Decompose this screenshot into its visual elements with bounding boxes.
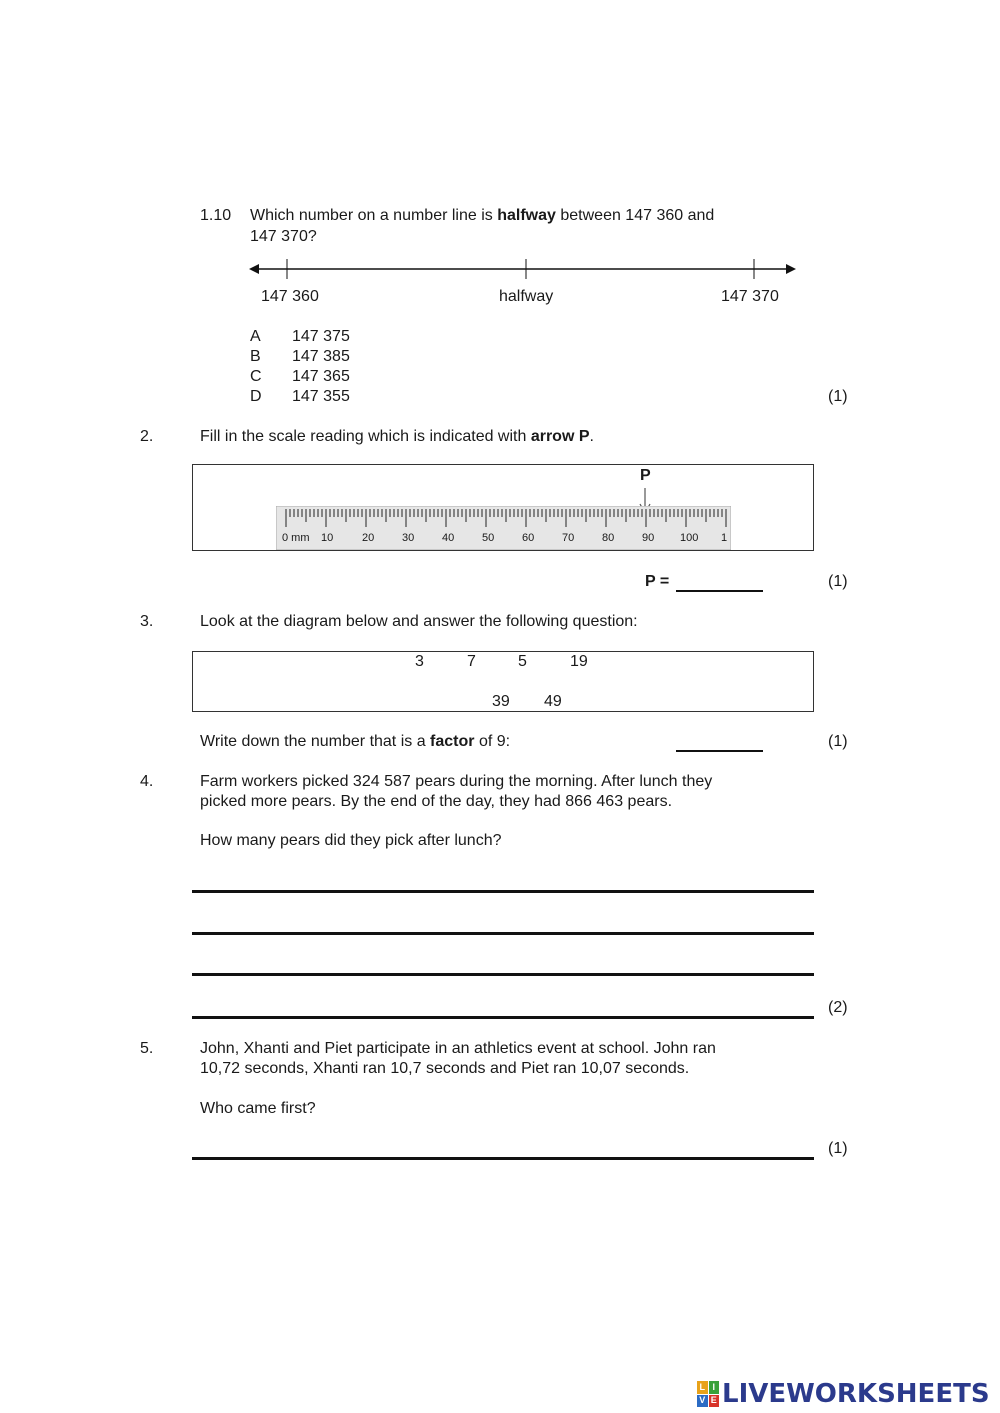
- number-5: 5: [518, 653, 527, 670]
- ruler-label-40: 40: [442, 532, 455, 544]
- q4-question: How many pears did they pick after lunch?: [200, 832, 502, 849]
- q5-answer-line[interactable]: [192, 1157, 814, 1160]
- factor-answer-field[interactable]: [676, 750, 763, 752]
- number-3: 3: [415, 653, 424, 670]
- option-b-value: 147 385: [292, 348, 350, 365]
- q4-answer-line-3[interactable]: [192, 973, 814, 976]
- q5-line1: John, Xhanti and Piet participate in an athletics event at school. John ran: [200, 1040, 716, 1057]
- number-line-left-label: 147 360: [261, 288, 319, 305]
- q3-marks: (1): [828, 733, 848, 750]
- p-answer-field[interactable]: [676, 590, 763, 592]
- q5-line2: 10,72 seconds, Xhanti ran 10,7 seconds and Piet ran 10,07 seconds.: [200, 1060, 690, 1077]
- q1-10-prompt-line2: 147 370?: [250, 228, 317, 245]
- logo-badge-icon: L I V E: [697, 1381, 719, 1407]
- q5-number: 5.: [140, 1040, 154, 1057]
- option-a-letter: A: [250, 328, 261, 345]
- ruler-label-0: 0 mm: [282, 532, 310, 544]
- number-line: [245, 255, 805, 285]
- q2-number: 2.: [140, 428, 154, 445]
- ruler-label-100: 100: [680, 532, 699, 544]
- ruler-label-30: 30: [402, 532, 415, 544]
- arrow-p-label: P: [640, 467, 651, 484]
- number-line-right-label: 147 370: [721, 288, 779, 305]
- liveworksheets-logo[interactable]: [697, 1378, 990, 1410]
- ruler-label-70: 70: [562, 532, 575, 544]
- number-39: 39: [492, 693, 510, 710]
- q4-line1: Farm workers picked 324 587 pears during the morning. After lunch they: [200, 773, 713, 790]
- ruler-label-90: 90: [642, 532, 655, 544]
- logo-text: LIVEWORKSHEETS: [722, 1379, 990, 1409]
- number-line-middle-label: halfway: [499, 288, 554, 305]
- q4-number: 4.: [140, 773, 154, 790]
- q4-answer-line-2[interactable]: [192, 932, 814, 935]
- left-arrow-icon: [249, 264, 259, 274]
- q4-line2: picked more pears. By the end of the day, they had 866 463 pears.: [200, 793, 673, 810]
- option-c-value: 147 365: [292, 368, 350, 385]
- option-d-letter: D: [250, 388, 262, 405]
- p-answer-label: P =: [645, 573, 670, 590]
- number-49: 49: [544, 693, 562, 710]
- option-b-letter: B: [250, 348, 261, 365]
- ruler-label-80: 80: [602, 532, 615, 544]
- option-c-letter: C: [250, 368, 262, 385]
- option-a-value: 147 375: [292, 328, 350, 345]
- q1-10-number: 1.10: [200, 207, 232, 224]
- q1-10-prompt: Which number on a number line is halfway between 147 360 and: [250, 207, 715, 224]
- q1-10-marks: (1): [828, 388, 848, 405]
- q5-question: Who came first?: [200, 1100, 316, 1117]
- right-arrow-icon: [786, 264, 796, 274]
- ruler-label-50: 50: [482, 532, 495, 544]
- ruler-label-20: 20: [362, 532, 375, 544]
- q3-instruction: Write down the number that is a factor of 9:: [200, 733, 511, 750]
- q5-marks: (1): [828, 1140, 848, 1157]
- option-d-value: 147 355: [292, 388, 350, 405]
- q2-prompt: Fill in the scale reading which is indicated with arrow P.: [200, 428, 594, 445]
- q4-marks: (2): [828, 999, 848, 1016]
- ruler-label-end: 1: [721, 532, 728, 544]
- ruler-label-60: 60: [522, 532, 535, 544]
- ruler-label-10: 10: [321, 532, 334, 544]
- q3-number: 3.: [140, 613, 154, 630]
- ruler-image: [276, 506, 731, 550]
- number-19: 19: [570, 653, 588, 670]
- q2-marks: (1): [828, 573, 848, 590]
- number-7: 7: [467, 653, 476, 670]
- q4-answer-line-1[interactable]: [192, 890, 814, 893]
- q3-prompt: Look at the diagram below and answer the following question:: [200, 613, 638, 630]
- q4-answer-line-4[interactable]: [192, 1016, 814, 1019]
